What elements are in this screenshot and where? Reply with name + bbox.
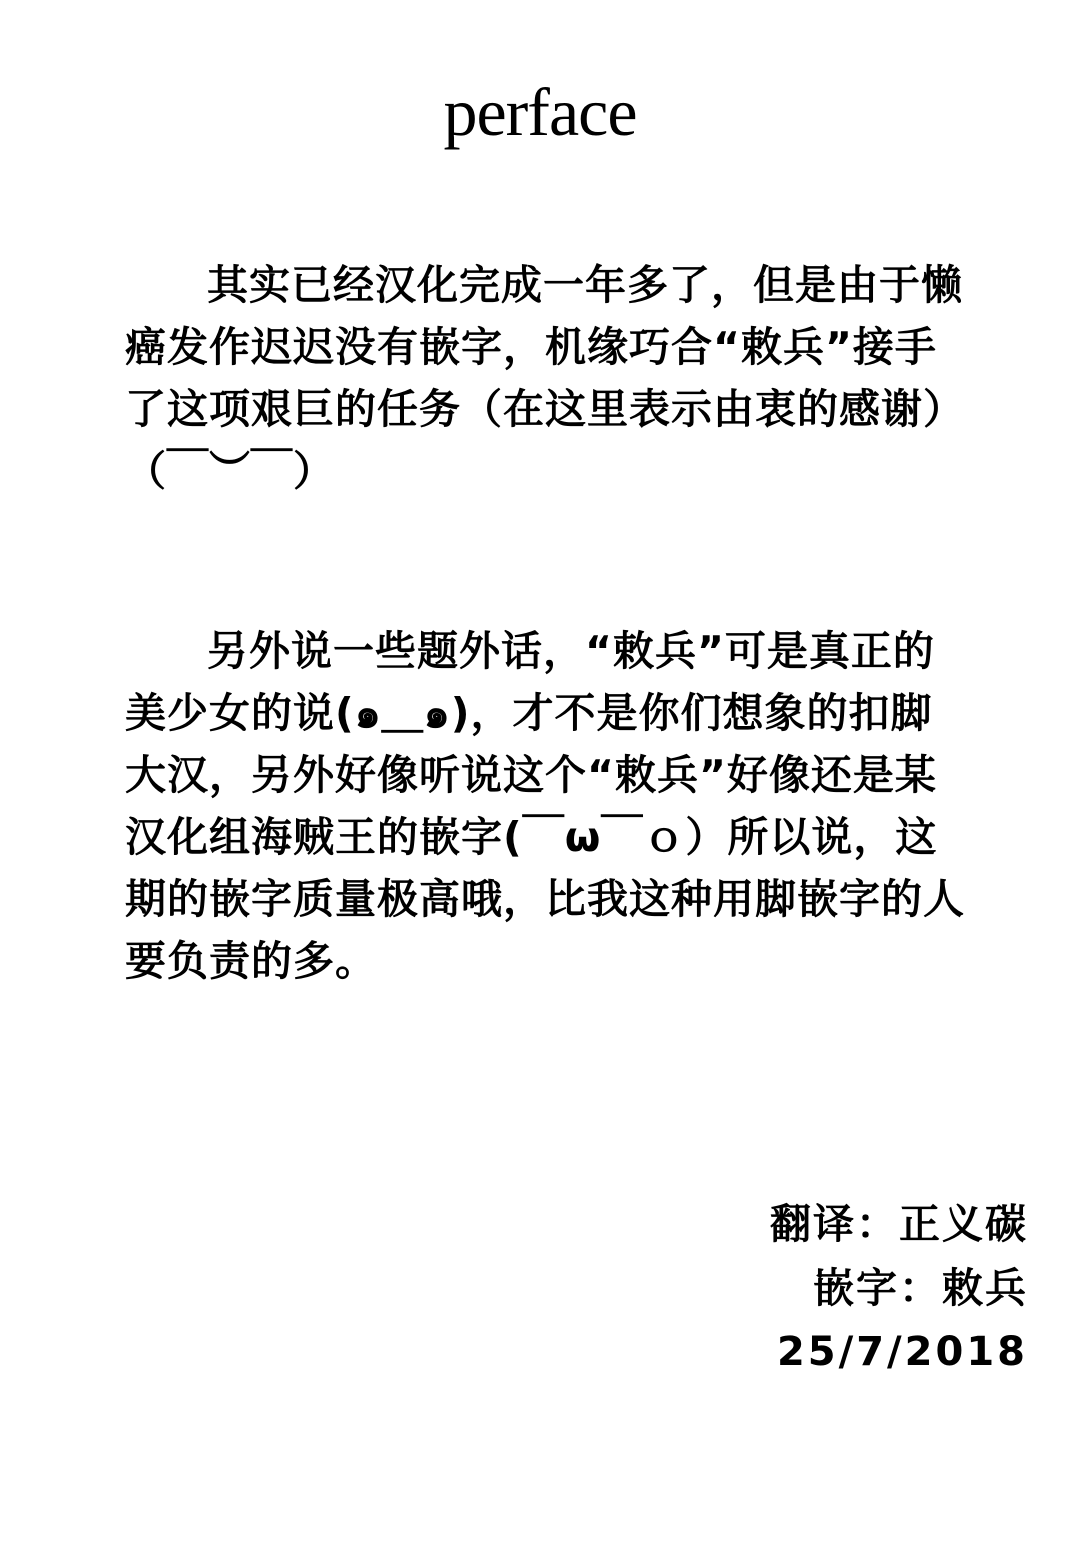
credit-date: 25/7/2018 [776, 1329, 1028, 1375]
paragraph-2: 另外说一些题外话，“敕兵”可是真正的美少女的说(๑＿๑)，才不是你们想象的扣脚大汉，另外好像听说这个“敕兵”好像还是某汉化组海贼王的嵌字(￣ω￣ｏ）所以说，这期的嵌字质量极高哦，比我这种用脚嵌字的人要负责的多。 [125, 627, 965, 985]
credit-typesetter: 嵌字：敕兵 [813, 1264, 1028, 1312]
paragraph-1: 其实已经汉化完成一年多了，但是由于懒癌发作迟迟没有嵌字，机缘巧合“敕兵”接手了这项艰巨的任务（在这里表示由衷的感谢）（￣︶￣） [125, 261, 965, 495]
body-text [115, 254, 965, 992]
page-title: perface [443, 74, 637, 150]
credit-translator: 翻译：正义碳 [770, 1200, 1028, 1248]
credits-block [770, 1192, 1028, 1384]
